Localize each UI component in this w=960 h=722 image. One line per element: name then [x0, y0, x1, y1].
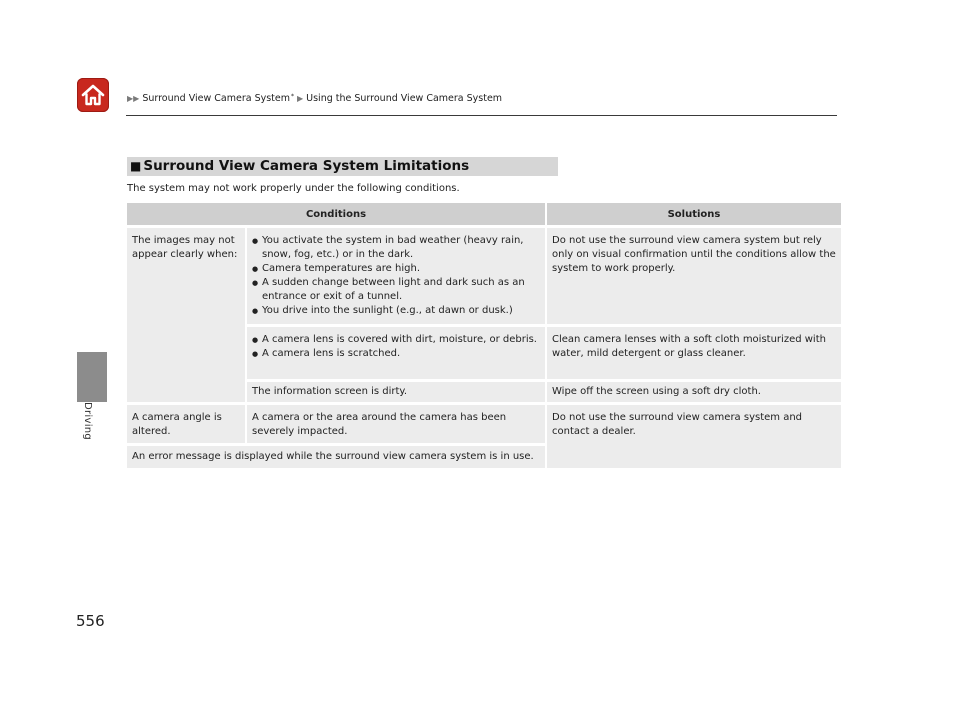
section-side-tab[interactable] [77, 352, 107, 402]
condition-group-camera-angle: A camera angle is altered. [127, 405, 245, 443]
square-marker-icon: ■ [130, 159, 142, 173]
solution-row-2: Clean camera lenses with a soft cloth moisturized with water, mild detergent or glass cleaner. [547, 327, 841, 379]
list-item: ● Camera temperatures are high. [252, 262, 540, 276]
breadcrumb-link-surround-view[interactable]: Surround View Camera System [142, 93, 290, 104]
list-item: ● A camera lens is scratched. [252, 347, 540, 361]
arrow-icon: ▶ [297, 94, 304, 103]
condition-group-images-unclear: The images may not appear clearly when: [127, 228, 245, 402]
header-conditions: Conditions [127, 203, 545, 225]
section-heading [127, 157, 558, 176]
breadcrumb-current-page: Using the Surround View Camera System [306, 93, 503, 104]
list-item: ● A camera lens is covered with dirt, moisture, or debris. [252, 333, 540, 347]
list-item: ● A sudden change between light and dark such as an entrance or exit of a tunnel. [252, 276, 540, 304]
condition-error-message: An error message is displayed while the surround view camera system is in use. [127, 446, 545, 468]
list-item: ● You drive into the sunlight (e.g., at dawn or dusk.) [252, 304, 540, 318]
condition-details-row-3: The information screen is dirty. [247, 382, 545, 402]
double-arrow-icon: ▶▶ [127, 94, 140, 103]
page-number: 556 [76, 612, 105, 630]
side-section-label: Driving [82, 402, 93, 441]
solution-row-3: Wipe off the screen using a soft dry cloth. [547, 382, 841, 402]
home-icon[interactable] [77, 78, 109, 112]
header-divider [126, 115, 837, 116]
section-title: Surround View Camera System Limitations [143, 158, 470, 174]
solution-row-4: Do not use the surround view camera system and contact a dealer. [547, 405, 841, 468]
header-solutions: Solutions [547, 203, 841, 225]
solution-row-1: Do not use the surround view camera system but rely only on visual confirmation until the conditions allow the system to work properly. [547, 228, 841, 324]
condition-details-row-4: A camera or the area around the camera has been severely impacted. [247, 405, 545, 443]
list-item: ● You activate the system in bad weather (heavy rain, snow, fog, etc.) or in the dark. [252, 234, 540, 262]
intro-text: The system may not work properly under the following conditions. [127, 183, 460, 194]
asterisk-marker: * [291, 93, 294, 100]
breadcrumb [127, 93, 502, 104]
condition-details-row-1 [247, 228, 545, 324]
condition-details-row-2 [247, 327, 545, 379]
